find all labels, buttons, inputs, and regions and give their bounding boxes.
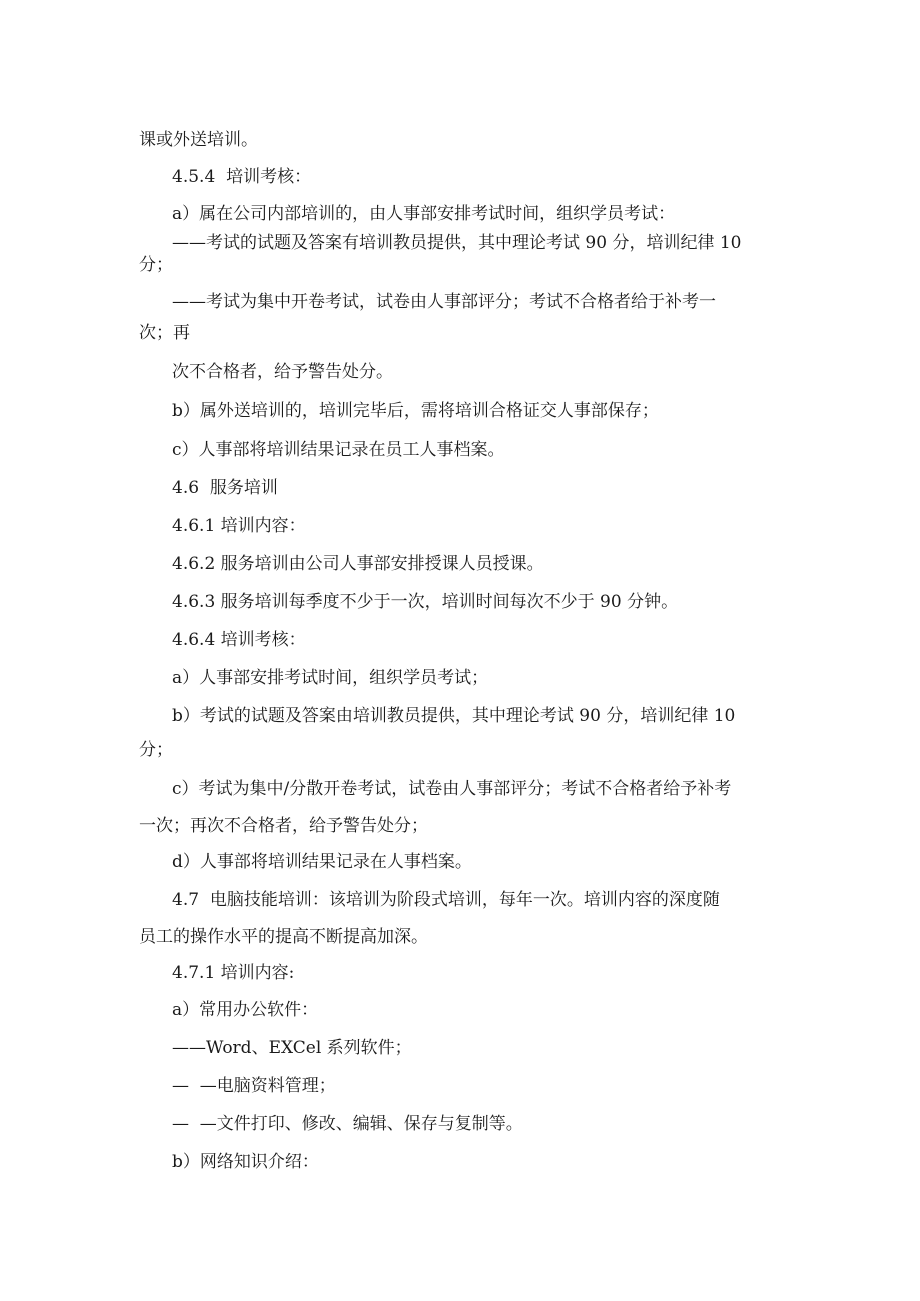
text-line: d）人事部将培训结果记录在人事档案。 <box>172 852 472 872</box>
text-line: b）网络知识介绍： <box>172 1152 319 1172</box>
text-line: b）考试的试题及答案由培训教员提供，其中理论考试 90 分，培训纪律 10 <box>172 706 736 726</box>
text-line: — —电脑资料管理； <box>172 1076 336 1096</box>
section-heading: 4.7.1 培训内容: <box>172 963 295 983</box>
text-line: — —文件打印、修改、编辑、保存与复制等。 <box>172 1114 523 1134</box>
text-line: 4.6.2 服务培训由公司人事部安排授课人员授课。 <box>172 554 544 574</box>
text-line: a）属在公司内部培训的，由人事部安排考试时间，组织学员考试： <box>172 204 676 224</box>
text-line: 课或外送培训。 <box>139 130 258 150</box>
text-line: a）常用办公软件： <box>172 1000 319 1020</box>
text-line: 4.6.3 服务培训每季度不少于一次，培训时间每次不少于 90 分钟。 <box>172 592 679 612</box>
text-line: ——考试的试题及答案有培训教员提供，其中理论考试 90 分，培训纪律 10 <box>172 233 742 253</box>
section-heading: 4.6.4 培训考核： <box>172 630 306 650</box>
section-heading: 4.6.1 培训内容： <box>172 516 306 536</box>
section-heading: 4.5.4 培训考核： <box>172 167 312 187</box>
text-line: 一次；再次不合格者，给予警告处分； <box>139 816 428 836</box>
text-line: ——Word、EXCel 系列软件； <box>172 1038 412 1058</box>
text-line: ——考试为集中开卷考试，试卷由人事部评分；考试不合格者给于补考一 <box>172 292 716 312</box>
section-heading: 4.6 服务培训 <box>172 478 278 498</box>
text-line: 次；再 <box>139 323 190 343</box>
text-line: 次不合格者，给予警告处分。 <box>172 362 393 382</box>
text-line: 分； <box>139 255 173 275</box>
text-line: b）属外送培训的，培训完毕后，需将培训合格证交人事部保存； <box>172 401 659 421</box>
text-line: a）人事部安排考试时间，组织学员考试； <box>172 668 489 688</box>
text-line: 员工的操作水平的提高不断提高加深。 <box>139 927 428 947</box>
text-line: c）人事部将培训结果记录在员工人事档案。 <box>172 440 505 460</box>
section-heading: 4.7 电脑技能培训：该培训为阶段式培训，每年一次。培训内容的深度随 <box>172 890 720 910</box>
text-line: 分； <box>139 740 173 760</box>
text-line: c）考试为集中/分散开卷考试，试卷由人事部评分；考试不合格者给予补考 <box>172 779 732 799</box>
